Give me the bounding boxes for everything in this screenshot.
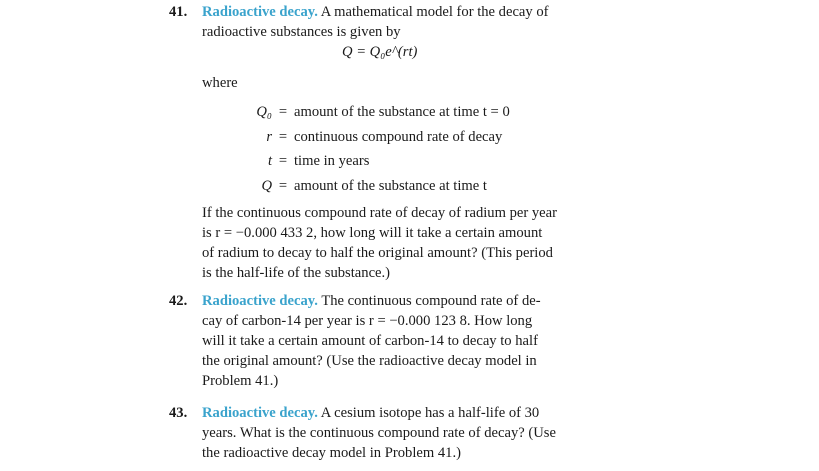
problem-line: the radioactive decay model in Problem 41.): [202, 445, 461, 461]
problem-42: [169, 291, 589, 391]
question-line: If the continuous compound rate of decay of radium per year: [202, 205, 557, 221]
definition-symbol: r: [266, 128, 272, 145]
definition-row: [220, 174, 510, 199]
decay-equation: Q = Q₀e^(rt): [342, 44, 418, 60]
problem-number: 43.: [169, 405, 188, 421]
question-line: is the half-life of the substance.): [202, 265, 391, 281]
equals-sign: =: [278, 177, 288, 194]
problem-line: Problem 41.): [202, 373, 279, 389]
problem-text: The continuous compound rate of de-: [321, 293, 541, 309]
problem-line: cay of carbon-14 per year is r = −0.000 123 8. How long: [202, 313, 533, 329]
definition-row: [220, 149, 510, 174]
question-line: is r = −0.000 433 2, how long will it take a certain amount: [202, 225, 543, 241]
problem-title: Radioactive decay.: [202, 293, 318, 309]
problem-line: will it take a certain amount of carbon-14 to decay to half: [202, 333, 538, 349]
definition-symbol: t: [267, 153, 272, 169]
problem-41: [169, 2, 589, 42]
problem-number: 42.: [169, 293, 188, 309]
definition-text: continuous compound rate of decay: [294, 128, 503, 145]
problem-intro-1: A mathematical model for the decay of: [320, 4, 549, 20]
definitions-list: [220, 100, 510, 198]
definition-row: [220, 125, 510, 150]
problem-title: Radioactive decay.: [202, 405, 318, 421]
definition-text: time in years: [294, 153, 370, 169]
equals-sign: =: [278, 153, 288, 169]
problem-intro-2: radioactive substances is given by: [202, 24, 401, 40]
problem-number: 41.: [169, 4, 188, 20]
definition-symbol: Q: [261, 177, 272, 194]
problem-text: A cesium isotope has a half-life of 30: [320, 405, 540, 421]
where-label: where: [202, 75, 238, 91]
definition-text: amount of the substance at time t = 0: [294, 104, 510, 120]
definition-text: amount of the substance at time t: [294, 177, 487, 194]
problem-43: [169, 403, 589, 463]
equals-sign: =: [278, 128, 288, 145]
problem-title: Radioactive decay.: [202, 4, 318, 20]
definition-row: [220, 100, 510, 125]
equals-sign: =: [278, 104, 288, 120]
problem-line: the original amount? (Use the radioactive decay model in: [202, 353, 537, 369]
problem-line: years. What is the continuous compound rate of decay? (Use: [202, 425, 556, 441]
question-line: of radium to decay to half the original amount? (This period: [202, 245, 553, 261]
definition-symbol: Q₀: [256, 104, 272, 120]
problem-41-question: [169, 203, 589, 283]
